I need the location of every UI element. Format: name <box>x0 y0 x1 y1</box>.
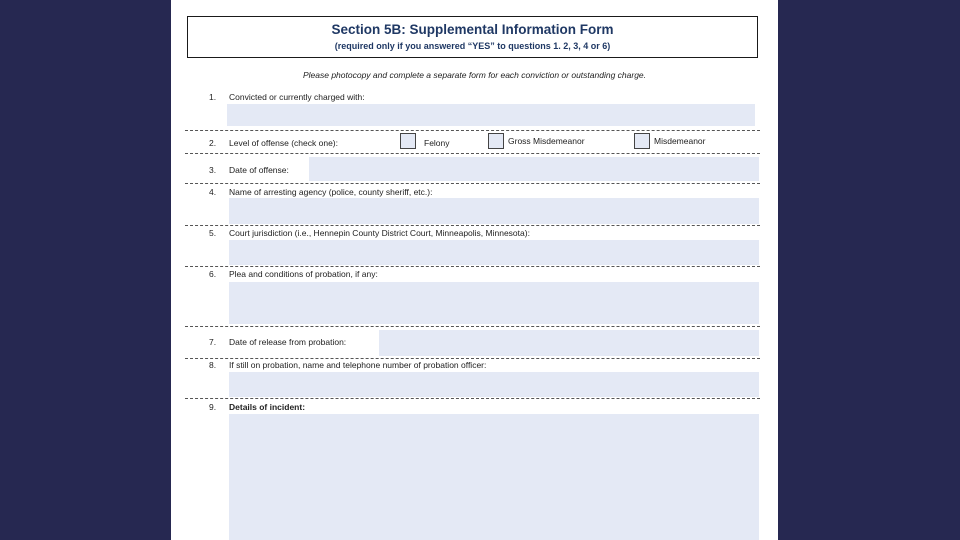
details-field[interactable] <box>229 414 759 540</box>
probation-officer-field[interactable] <box>229 372 759 397</box>
divider <box>185 225 760 226</box>
divider <box>185 398 760 399</box>
divider <box>185 153 760 154</box>
divider <box>185 358 760 359</box>
form-subtitle: (required only if you answered “YES” to questions 1. 2, 3, 4 or 6) <box>334 41 611 51</box>
item-number: 9. <box>209 402 217 412</box>
felony-label: Felony <box>424 138 450 148</box>
item-number: 1. <box>209 92 217 102</box>
gross-misdemeanor-label: Gross Misdemeanor <box>508 136 585 146</box>
date-of-offense-field[interactable] <box>309 157 759 181</box>
gross-misdemeanor-checkbox[interactable] <box>488 133 504 149</box>
court-jurisdiction-field[interactable] <box>229 240 759 265</box>
item-label-offense-level: Level of offense (check one): <box>229 138 338 148</box>
arresting-agency-field[interactable] <box>229 198 759 224</box>
divider <box>185 130 760 131</box>
felony-checkbox[interactable] <box>400 133 416 149</box>
item-number: 6. <box>209 269 217 279</box>
form-title: Section 5B: Supplemental Information Form <box>331 22 614 37</box>
item-label-release-date: Date of release from probation: <box>229 337 347 347</box>
divider <box>185 266 760 267</box>
item-label-arresting-agency: Name of arresting agency (police, county sheriff, etc.): <box>229 187 433 197</box>
convicted-field[interactable] <box>227 104 755 126</box>
form-page <box>171 0 778 540</box>
divider <box>185 183 760 184</box>
plea-field[interactable] <box>229 282 759 324</box>
item-number: 8. <box>209 360 217 370</box>
item-label-date-of-offense: Date of offense: <box>229 165 289 175</box>
item-number: 2. <box>209 138 217 148</box>
release-date-field[interactable] <box>379 330 759 356</box>
item-label-probation-officer: If still on probation, name and telephone number of probation officer: <box>229 360 487 370</box>
form-header <box>187 16 758 58</box>
item-number: 4. <box>209 187 217 197</box>
form-instruction: Please photocopy and complete a separate form for each conviction or outstanding charge. <box>302 70 647 80</box>
misdemeanor-checkbox[interactable] <box>634 133 650 149</box>
item-number: 3. <box>209 165 217 175</box>
item-number: 5. <box>209 228 217 238</box>
item-label-court-jurisdiction: Court jurisdiction (i.e., Hennepin County District Court, Minneapolis, Minnesota): <box>229 228 530 238</box>
item-number: 7. <box>209 337 217 347</box>
item-label-plea: Plea and conditions of probation, if any: <box>229 269 378 279</box>
item-label-details: Details of incident: <box>229 402 306 412</box>
item-label-convicted: Convicted or currently charged with: <box>229 92 365 102</box>
divider <box>185 326 760 327</box>
misdemeanor-label: Misdemeanor <box>654 136 706 146</box>
